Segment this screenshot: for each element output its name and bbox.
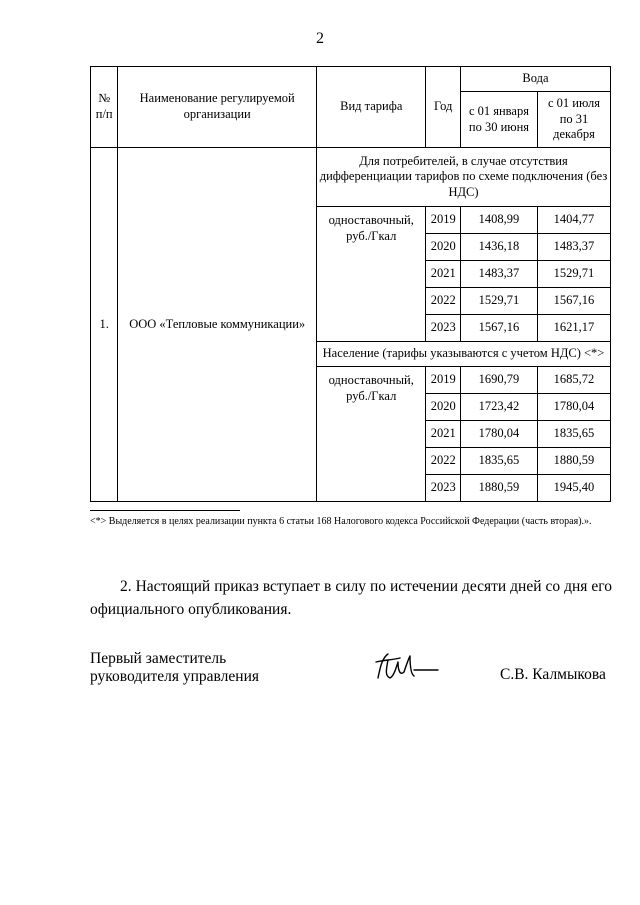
section2-title: Население (тарифы указываются с учетом НДС) <*> (317, 342, 611, 367)
footnote-divider (90, 510, 240, 511)
table-cell-value: 1436,18 (460, 234, 537, 261)
row-number: 1. (91, 148, 118, 502)
table-cell-value: 1835,65 (537, 421, 610, 448)
section2-tariff-kind: одноставочный, руб./Гкал (317, 367, 426, 502)
table-cell-year: 2019 (426, 207, 460, 234)
header-period-1: с 01 января по 30 июня (460, 92, 537, 148)
table-cell-value: 1567,16 (537, 288, 610, 315)
table-cell-value: 1685,72 (537, 367, 610, 394)
signatory-title (90, 650, 259, 686)
table-cell-value: 1529,71 (460, 288, 537, 315)
table-cell-year: 2021 (426, 261, 460, 288)
header-num: № п/п (91, 67, 118, 148)
table-cell-value: 1529,71 (537, 261, 610, 288)
table-cell-value: 1483,37 (460, 261, 537, 288)
table-cell-year: 2019 (426, 367, 460, 394)
tariff-table (90, 66, 611, 502)
footnote: <*> Выделяется в целях реализации пункта 6 статьи 168 Налогового кодекса Российской Федерации (часть вторая).». (90, 516, 592, 527)
table-cell-year: 2020 (426, 234, 460, 261)
section1-tariff-kind: одноставочный, руб./Гкал (317, 207, 426, 342)
table-cell-value: 1621,17 (537, 315, 610, 342)
table-cell-year: 2023 (426, 315, 460, 342)
table-cell-year: 2020 (426, 394, 460, 421)
header-group-water: Вода (460, 67, 610, 92)
table-cell-value: 1483,37 (537, 234, 610, 261)
signatory-title-line2: руководителя управления (90, 668, 260, 685)
organization-name: ООО «Тепловые коммуникации» (118, 148, 317, 502)
table-cell-value: 1780,04 (537, 394, 610, 421)
section1-title: Для потребителей, в случае отсутствия дифференциации тарифов по схеме подключения (без НДС) (317, 148, 611, 207)
header-org: Наименование регулируемой организации (118, 67, 317, 148)
table-cell-value: 1567,16 (460, 315, 537, 342)
header-year: Год (426, 67, 460, 148)
table-cell-value: 1835,65 (460, 448, 537, 475)
table-cell-value: 1404,77 (537, 207, 610, 234)
order-paragraph: 2. Настоящий приказ вступает в силу по истечении десяти дней со дня его официального опубликования. (90, 578, 612, 618)
signatory-name: С.В. Калмыкова (500, 666, 606, 683)
table-cell-value: 1780,04 (460, 421, 537, 448)
table-cell-year: 2021 (426, 421, 460, 448)
header-kind: Вид тарифа (317, 67, 426, 148)
table-cell-value: 1408,99 (460, 207, 537, 234)
table-cell-value: 1880,59 (537, 448, 610, 475)
table-cell-year: 2022 (426, 448, 460, 475)
table-cell-year: 2023 (426, 475, 460, 502)
table-cell-value: 1723,42 (460, 394, 537, 421)
handwritten-signature (370, 648, 440, 688)
header-period-2: с 01 июля по 31 декабря (537, 92, 610, 148)
signatory-title-line1: Первый заместитель (90, 650, 227, 667)
table-cell-year: 2022 (426, 288, 460, 315)
table-cell-value: 1880,59 (460, 475, 537, 502)
page-number: 2 (316, 30, 324, 47)
table-cell-value: 1945,40 (537, 475, 610, 502)
table-cell-value: 1690,79 (460, 367, 537, 394)
